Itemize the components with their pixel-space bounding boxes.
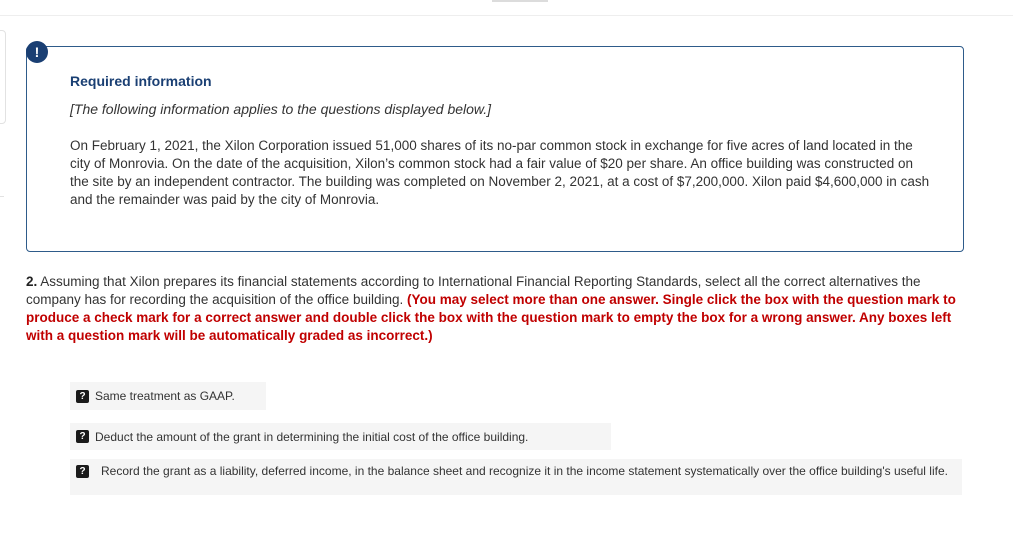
question-text xyxy=(26,273,966,345)
question-mark-checkbox-icon[interactable]: ? xyxy=(76,390,89,403)
exclamation-icon: ! xyxy=(26,41,48,63)
required-information-box xyxy=(26,46,964,252)
info-body: On February 1, 2021, the Xilon Corporation issued 51,000 shares of its no-par common stock in exchange for five acres of land located in the city of Monrovia. On the date of the acquisition, Xilon’s common stock had a fair value of $20 per share. An office building was constructed on the site by an independent contractor. The building was completed on November 2, 2021, at a cost of $7,200,000. Xilon paid $4,600,000 in cash and the remainder was paid by the city of Monrovia. xyxy=(70,138,930,207)
question-number: 2. xyxy=(26,274,38,289)
question-prompt: Assuming that Xilon prepares its financial statements according to International Financial Reporting Standards, select all the correct alternatives the company has for recording the acquisition of the office building. xyxy=(26,274,921,307)
side-divider xyxy=(0,196,4,197)
question-mark-checkbox-icon[interactable]: ? xyxy=(76,465,89,478)
question-mark-checkbox-icon[interactable]: ? xyxy=(76,430,89,443)
question-instruction: (You may select more than one answer. Single click the box with the question mark to produce a check mark for a correct answer and double click the box with the question mark to empty the box for a wrong answer. Any boxes left with a question mark will be automatically graded as incorrect.) xyxy=(26,292,956,343)
info-title: Required information xyxy=(70,73,212,89)
option-deduct-grant[interactable] xyxy=(70,423,611,450)
option-label: Same treatment as GAAP. xyxy=(95,389,235,403)
option-label: Deduct the amount of the grant in determining the initial cost of the office building. xyxy=(95,429,529,444)
top-bar xyxy=(0,0,1013,16)
option-label: Record the grant as a liability, deferred income, in the balance sheet and recognize it in the income statement systematically over the office building's useful life. xyxy=(101,464,948,478)
info-subtitle: [The following information applies to the questions displayed below.] xyxy=(70,101,492,117)
top-bar-tab[interactable] xyxy=(492,0,548,2)
side-panel[interactable] xyxy=(0,30,6,124)
option-same-treatment[interactable] xyxy=(70,382,266,410)
option-record-deferred-income[interactable] xyxy=(70,459,962,495)
